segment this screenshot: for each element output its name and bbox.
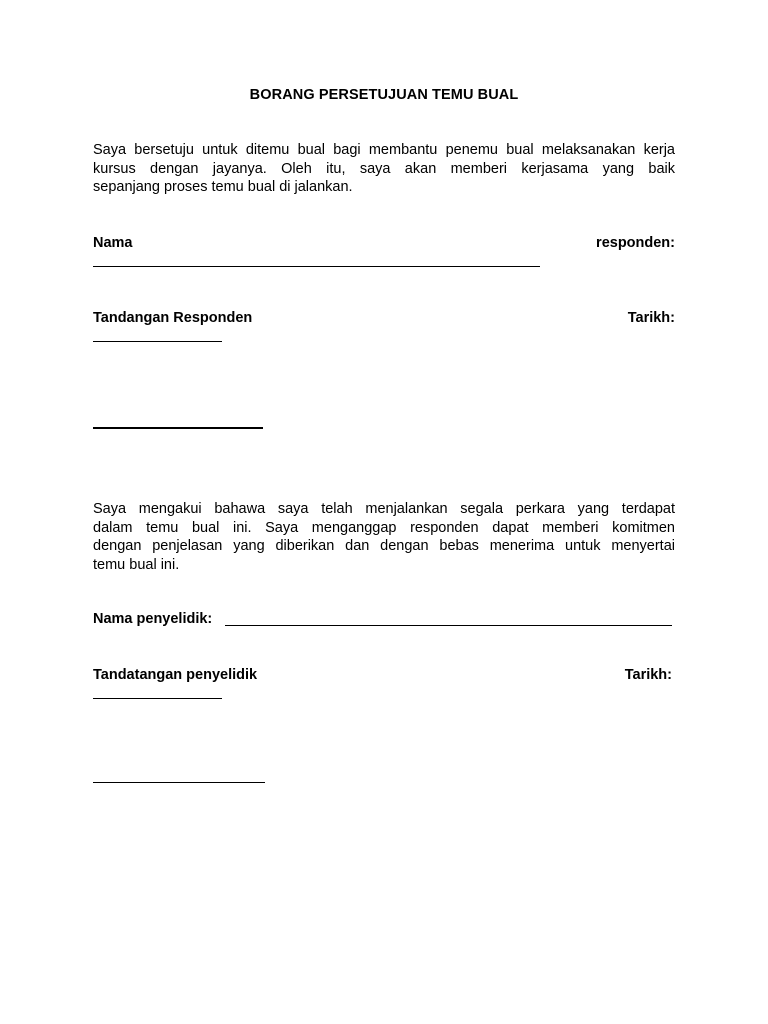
- researcher-name-row: [93, 611, 675, 629]
- respondent-name-row: [93, 235, 675, 253]
- researcher-signature-field[interactable]: [93, 782, 265, 783]
- respondent-name-field[interactable]: [93, 266, 540, 267]
- respondent-name-label-suffix: responden:: [596, 235, 675, 251]
- respondent-signature-label: Tandangan Responden: [93, 310, 253, 326]
- acknowledgement-paragraph-line: dalam temu bual ini. Saya menganggap responden dapat memberi komitmen: [93, 519, 675, 536]
- respondent-date-label: Tarikh:: [627, 310, 675, 326]
- document-title: BORANG PERSETUJUAN TEMU BUAL: [249, 87, 519, 103]
- consent-paragraph-line: kursus dengan jayanya. Oleh itu, saya akan memberi kerjasama yang baik: [93, 160, 675, 177]
- acknowledgement-paragraph-line: temu bual ini.: [93, 556, 180, 573]
- researcher-date-label: Tarikh:: [624, 667, 672, 683]
- acknowledgement-paragraph-line: dengan penjelasan yang diberikan dan dengan bebas menerima untuk menyertai: [93, 538, 675, 554]
- consent-paragraph-line: Saya bersetuju untuk ditemu bual bagi membantu penemu bual melaksanakan kerja: [93, 142, 675, 158]
- respondent-name-label: Nama: [93, 235, 133, 251]
- acknowledgement-paragraph: [93, 500, 675, 574]
- acknowledgement-paragraph-line: Saya mengakui bahawa saya telah menjalankan segala perkara yang terdapat: [93, 501, 675, 517]
- researcher-signature-label: Tandatangan penyelidik: [93, 667, 258, 683]
- researcher-name-label: Nama penyelidik:: [93, 611, 213, 627]
- consent-paragraph-line: sepanjang proses temu bual di jalankan.: [93, 179, 353, 195]
- respondent-signature-row: [93, 310, 675, 328]
- researcher-date-field[interactable]: [93, 698, 222, 699]
- researcher-signature-row: [93, 667, 672, 685]
- consent-paragraph: [93, 141, 675, 197]
- researcher-name-field[interactable]: [225, 625, 672, 626]
- respondent-date-field[interactable]: [93, 341, 222, 342]
- respondent-signature-field[interactable]: [93, 427, 263, 429]
